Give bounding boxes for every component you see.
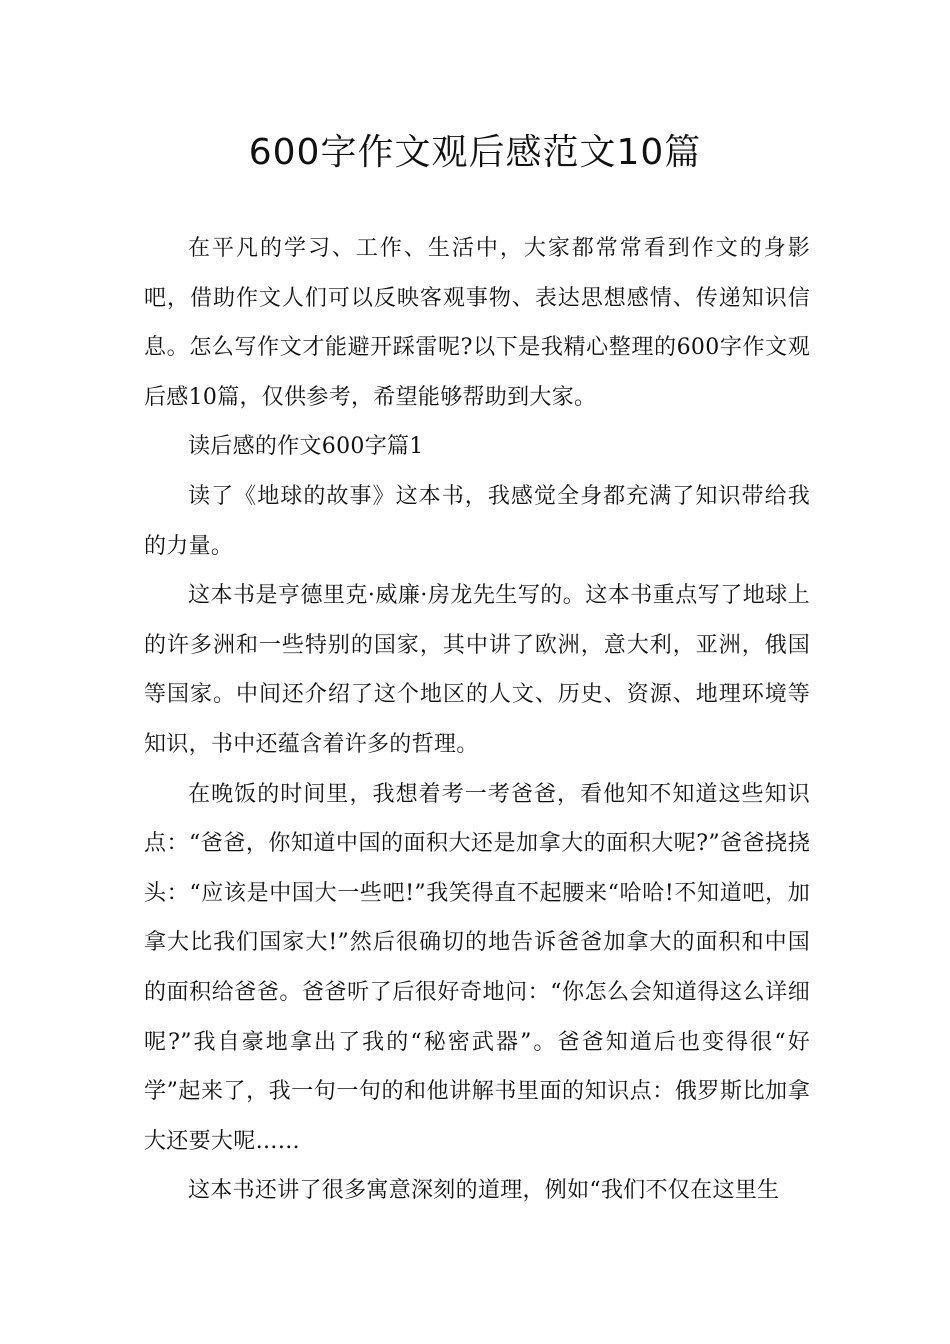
- paragraph: 在晚饭的时间里，我想着考一考爸爸，看他知不知道这些知识点：“爸爸，你知道中国的面积大还是加拿大的面积大呢?”爸爸挠挠头：“应该是中国大一些吧!”我笑得直不起腰来“哈哈!不知道吧，加拿大比我们国家大!”然后很确切的地告诉爸爸加拿大的面积和中国的面积给爸爸。爸爸听了后很好奇地问：“你怎么会知道得这么详细呢?”我自豪地拿出了我的“秘密武器”。爸爸知道后也变得很“好学”起来了，我一句一句的和他讲解书里面的知识点：俄罗斯比加拿大还要大呢……: [144, 781, 810, 1154]
- paragraph-intro: 在平凡的学习、工作、生活中，大家都常常看到作文的身影吧，借助作文人们可以反映客观事物、表达思想感情、传递知识信息。怎么写作文才能避开踩雷呢?以下是我精心整理的600字作文观后感10篇，仅供参考，希望能够帮助到大家。: [144, 236, 810, 410]
- paragraph: 这本书是亨德里克·威廉·房龙先生写的。这本书重点写了地球上的许多洲和一些特别的国家，其中讲了欧洲，意大利，亚洲，俄国等国家。中间还介绍了这个地区的人文、历史、资源、地理环境等知识，书中还蕴含着许多的哲理。: [144, 583, 810, 757]
- document-title: 600字作文观后感范文10篇: [248, 132, 702, 173]
- paragraph: 这本书还讲了很多寓意深刻的道理，例如“我们不仅在这里生: [188, 1178, 780, 1204]
- section-heading: 读后感的作文600字篇1: [188, 434, 424, 460]
- document-body: [144, 224, 810, 1216]
- paragraph: 读了《地球的故事》这本书，我感觉全身都充满了知识带给我的力量。: [144, 483, 810, 559]
